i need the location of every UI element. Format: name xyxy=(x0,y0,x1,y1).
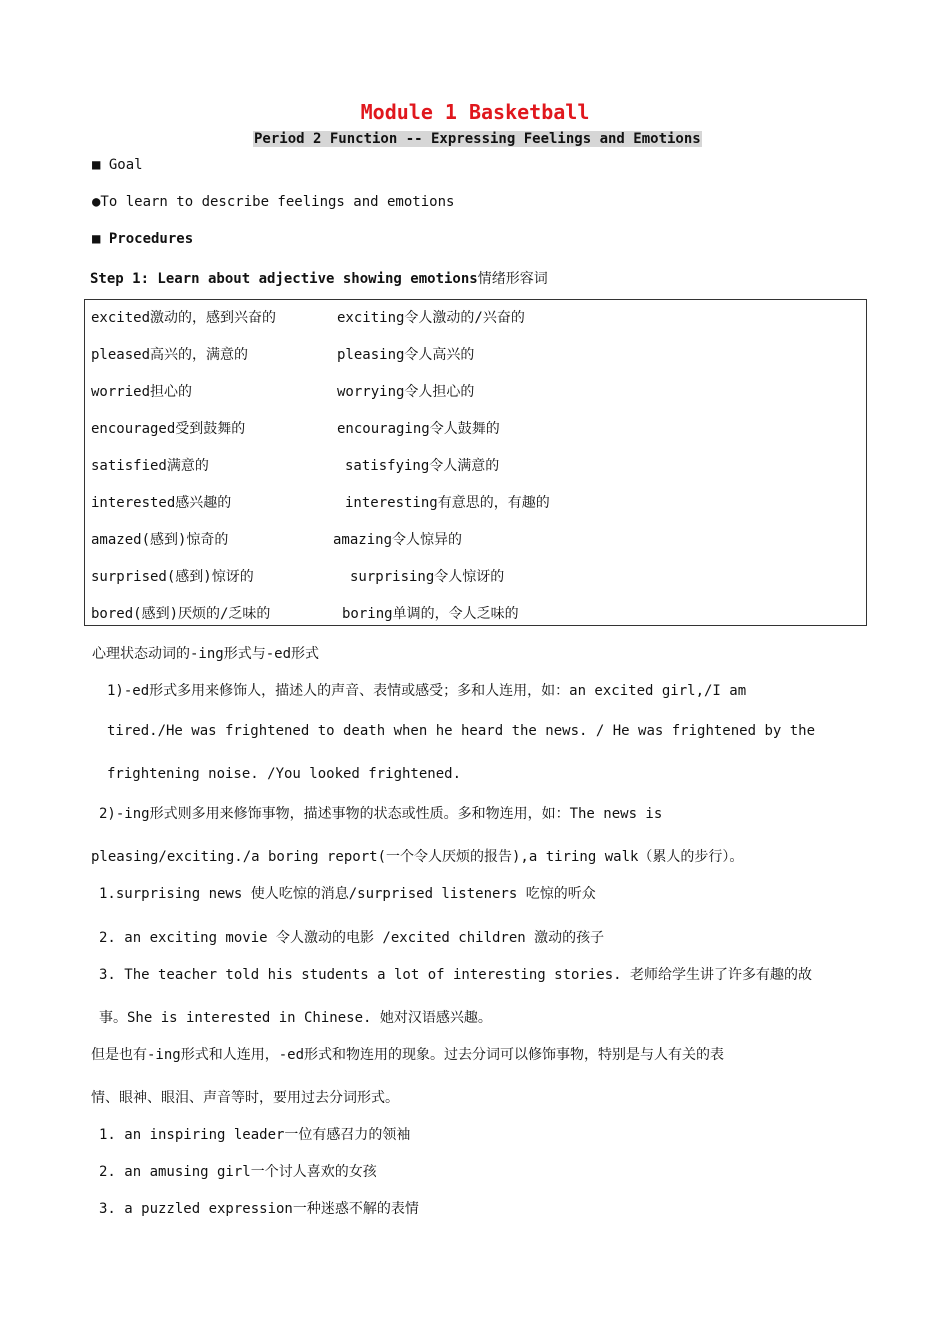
step1-heading xyxy=(90,268,548,288)
adj-ing-8: boring单调的，令人乏味的 xyxy=(342,606,519,622)
adj-ed-5: interested感兴趣的 xyxy=(91,495,232,511)
goal-heading: ■ Goal xyxy=(92,157,143,173)
exception-example: 1. an inspiring leader一位有感召力的领袖 xyxy=(99,1127,411,1143)
explanation-line: pleasing/exciting./a boring report(一个令人厌烦的报告),a tiring walk（累人的步行）。 xyxy=(91,849,744,865)
example-line: 事。She is interested in Chinese. 她对汉语感兴趣。 xyxy=(99,1010,492,1026)
adj-ed-2: worried担心的 xyxy=(91,384,193,400)
example-line: 3. The teacher told his students a lot of interesting stories. 老师给学生讲了许多有趣的故 xyxy=(99,967,813,983)
example-line: 2. an exciting movie 令人激动的电影 /excited children 激动的孩子 xyxy=(99,930,605,946)
adj-ing-7: surprising令人惊讶的 xyxy=(350,569,505,585)
explanation-line: frightening noise. /You looked frightened. xyxy=(107,766,462,782)
adj-ing-2: worrying令人担心的 xyxy=(337,384,475,400)
exception-line: 情、眼神、眼泪、声音等时，要用过去分词形式。 xyxy=(91,1090,399,1106)
exception-example: 2. an amusing girl一个讨人喜欢的女孩 xyxy=(99,1164,377,1180)
step1-text: Step 1: Learn about adjective showing emotions xyxy=(90,271,478,287)
adj-ed-8: bored(感到)厌烦的/乏味的 xyxy=(91,606,271,622)
goal-item: ●To learn to describe feelings and emotions xyxy=(92,194,455,210)
adj-ed-4: satisfied满意的 xyxy=(91,458,209,474)
procedures-heading: ■ Procedures xyxy=(92,231,194,247)
adj-ing-0: exciting令人激动的/兴奋的 xyxy=(337,310,525,326)
adj-ed-3: encouraged受到鼓舞的 xyxy=(91,421,246,437)
adj-ing-3: encouraging令人鼓舞的 xyxy=(337,421,500,437)
adj-ed-1: pleased高兴的，满意的 xyxy=(91,347,249,363)
adj-ing-6: amazing令人惊异的 xyxy=(333,532,463,548)
exception-line: 但是也有-ing形式和人连用，-ed形式和物连用的现象。过去分词可以修饰事物，特别是与人有关的表 xyxy=(91,1047,724,1063)
exception-example: 3. a puzzled expression一种迷惑不解的表情 xyxy=(99,1201,419,1217)
explanation-heading: 心理状态动词的-ing形式与-ed形式 xyxy=(92,646,320,662)
adj-ed-6: amazed(感到)惊奇的 xyxy=(91,532,229,548)
adj-ed-7: surprised(感到)惊讶的 xyxy=(91,569,254,585)
page-subtitle: Period 2 Function -- Expressing Feelings and Emotions xyxy=(254,131,701,147)
step1-cn: 情绪形容词 xyxy=(477,271,548,287)
explanation-line: tired./He was frightened to death when he heard the news. / He was frightened by the xyxy=(107,723,816,739)
adj-ing-1: pleasing令人高兴的 xyxy=(337,347,475,363)
adj-ing-5: interesting有意思的，有趣的 xyxy=(345,495,550,511)
adj-ed-0: excited激动的，感到兴奋的 xyxy=(91,310,277,326)
adj-ing-4: satisfying令人满意的 xyxy=(345,458,500,474)
explanation-line: 2)-ing形式则多用来修饰事物，描述事物的状态或性质。多和物连用，如：The news is xyxy=(99,806,663,822)
page-title: Module 1 Basketball xyxy=(360,100,590,124)
example-line: 1.surprising news 使人吃惊的消息/surprised listeners 吃惊的听众 xyxy=(99,886,596,902)
explanation-line: 1)-ed形式多用来修饰人，描述人的声音、表情或感受；多和人连用，如：an excited girl,/I am xyxy=(107,683,747,699)
